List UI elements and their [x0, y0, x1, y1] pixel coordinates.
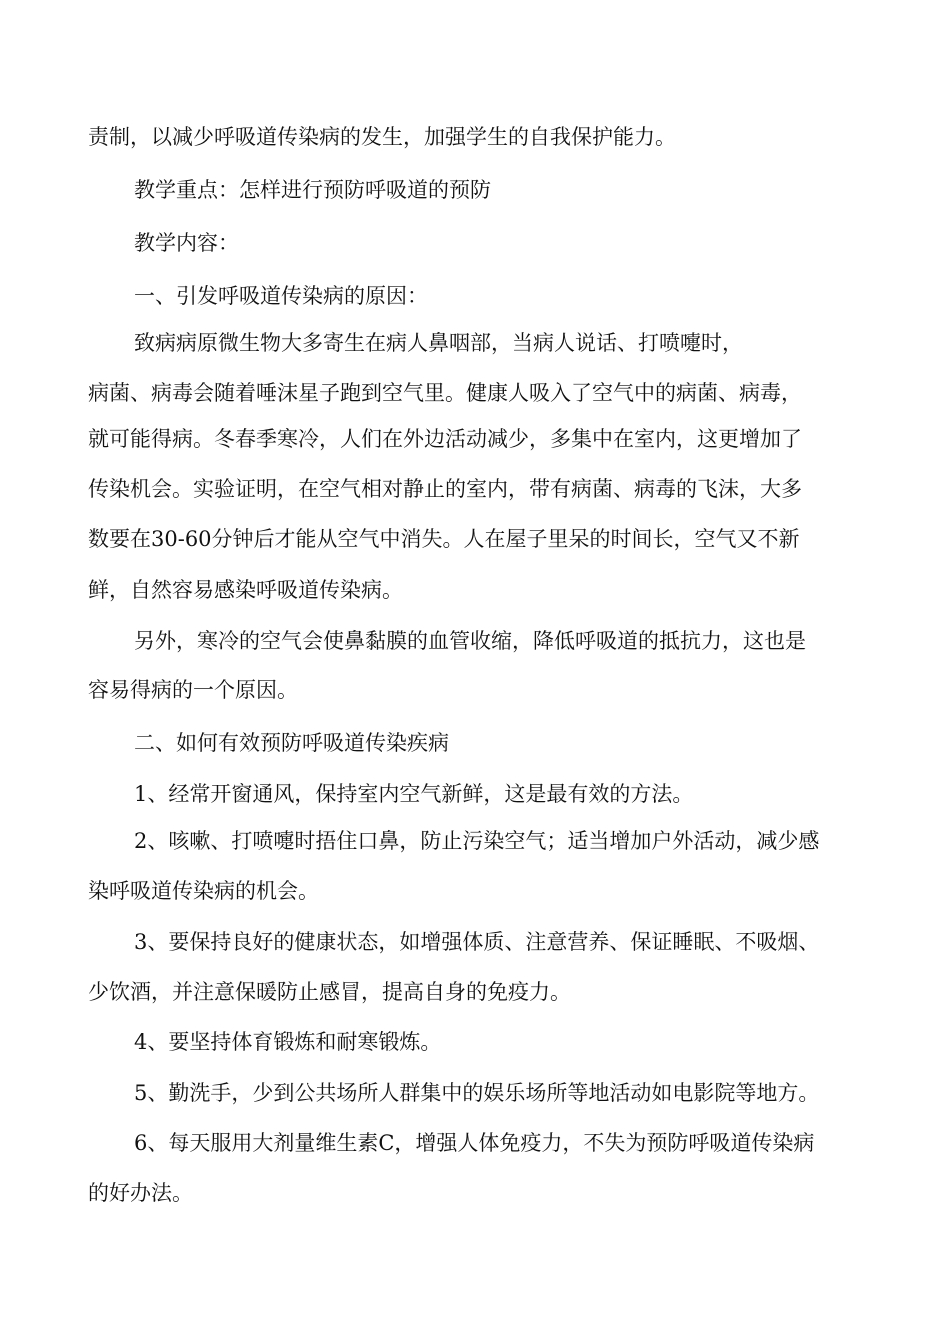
text-line: 5、勤洗手，少到公共场所人群集中的娱乐场所等地活动如电影院等地方。	[134, 1081, 820, 1105]
text-line: 2、咳嗽、打喷嚏时捂住口鼻，防止污染空气；适当增加户外活动，减少感	[134, 829, 820, 853]
text-line: 染呼吸道传染病的机会。	[88, 879, 319, 903]
text-line: 另外，寒冷的空气会使鼻黏膜的血管收缩，降低呼吸道的抵抗力，这也是	[134, 629, 806, 653]
text-line: 二、如何有效预防呼吸道传染疾病	[134, 731, 449, 755]
text-line: 病菌、病毒会随着唾沫星子跑到空气里。健康人吸入了空气中的病菌、病毒，	[88, 381, 802, 405]
text-line: 容易得病的一个原因。	[88, 678, 298, 702]
text-line: 教学重点：怎样进行预防呼吸道的预防	[134, 178, 491, 202]
text-line: 责制，以减少呼吸道传染病的发生，加强学生的自我保护能力。	[88, 125, 676, 149]
text-line: 6、每天服用大剂量维生素C，增强人体免疫力，不失为预防呼吸道传染病	[134, 1131, 815, 1155]
text-line: 3、要保持良好的健康状态，如增强体质、注意营养、保证睡眠、不吸烟、	[134, 930, 820, 954]
text-line: 传染机会。实验证明，在空气相对静止的室内，带有病菌、病毒的飞沫，大多	[88, 477, 802, 501]
text-line: 少饮酒，并注意保暖防止感冒，提高自身的免疫力。	[88, 980, 571, 1004]
text-line: 教学内容：	[134, 231, 239, 255]
text-line: 一、引发呼吸道传染病的原因：	[134, 284, 428, 308]
text-line: 鲜，自然容易感染呼吸道传染病。	[88, 578, 403, 602]
text-line: 就可能得病。冬春季寒冷，人们在外边活动减少，多集中在室内，这更增加了	[88, 427, 802, 451]
text-line: 4、要坚持体育锻炼和耐寒锻炼。	[134, 1030, 442, 1054]
text-line: 的好办法。	[88, 1181, 193, 1205]
text-line: 1、经常开窗通风，保持室内空气新鲜，这是最有效的方法。	[134, 782, 694, 806]
text-line: 数要在30-60分钟后才能从空气中消失。人在屋子里呆的时间长，空气又不新	[88, 527, 800, 551]
text-line: 致病病原微生物大多寄生在病人鼻咽部，当病人说话、打喷嚏时，	[134, 331, 743, 355]
